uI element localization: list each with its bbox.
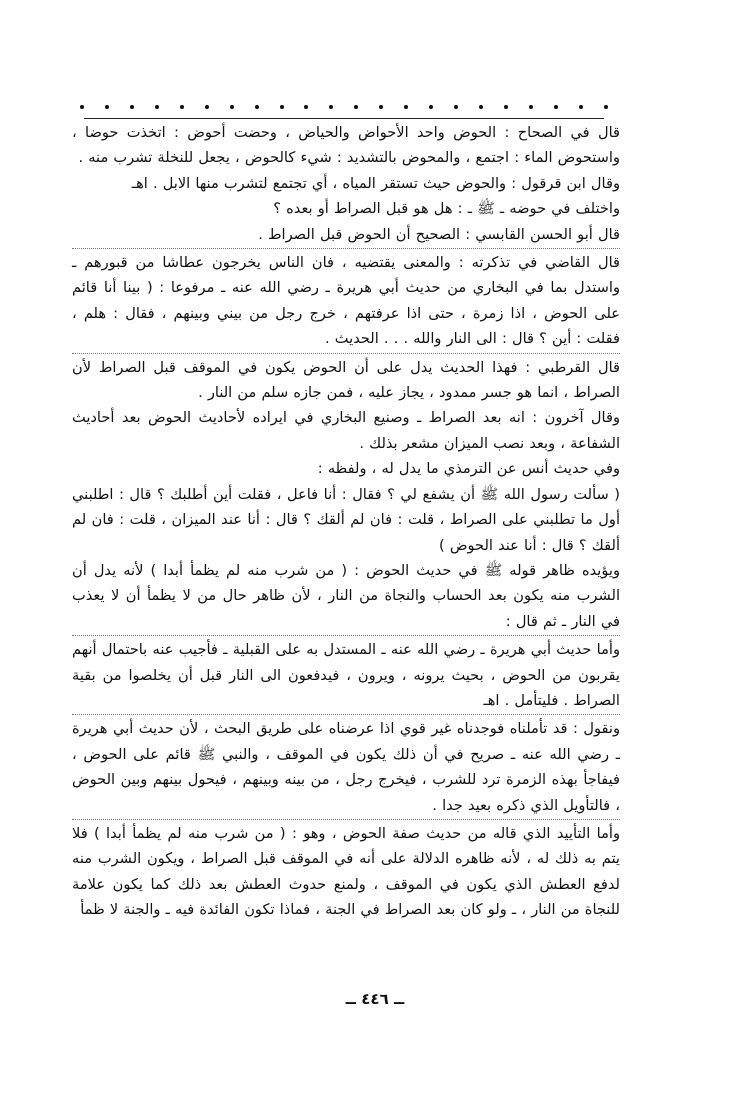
paragraph: وأما حديث أبي هريرة ـ رضي الله عنه ـ المستدل به على القبلية ـ فأجيب عنه باحتمال أنهم يقربون من الحوض ، بحيث يرونه ، ويرون ، فيدفعون الى النار قبل أن يخلصوا من بقية الصراط . فليتأمل . اهـ: [72, 637, 620, 715]
paragraph: وقال آخرون : انه بعد الصراط ـ وصنيع البخاري في ايراده لأحاديث الحوض بعد أحاديث الشفاعة ، وبعد نصب الميزان مشعر بذلك .: [72, 409, 620, 452]
paragraph: قال القاضي في تذكرته : والمعنى يقتضيه ، فان الناس يخرجون عطاشا من قبورهم ـ واستدل بما في البخاري من حديث أبي هريرة ـ رضي الله عنه ـ مرفوعا : ( بينا أنا قائم على الحوض ، اذا زمرة ، حتى اذا عرفتهم ، خرج رجل من بيني وبينهم ، فقال : هلم ، فقلت : أين ؟ قال : الى النار والله . . . الحديث .: [72, 250, 620, 354]
paragraph: وفي حديث أنس عن الترمذي ما يدل له ، ولفظه :: [317, 460, 620, 478]
body-text: [72, 120, 620, 1000]
paragraph: ونقول : قد تأملناه فوجدناه غير قوي اذا عرضناه على طريق البحث ، لأن حديث أبي هريرة ـ رضي الله عنه ـ صريح في أن ذلك يكون في الموقف ، والنبي ﷺ قائم على الحوض ، فيفاجأ بهذه الزمرة ترد للشرب ، فيخرج رجل ، من بينه وبينهم ، فيحول بينهم وبين الحوض ، فالتأويل الذي ذكره بعيد جدا .: [72, 716, 620, 820]
paragraph: قال أبو الحسن القابسي : الصحيح أن الحوض قبل الصراط .: [72, 222, 620, 249]
page-number: ــ ٤٤٦ ــ: [345, 990, 405, 1008]
paragraph: قال القرطبي : فهذا الحديث يدل على أن الحوض يكون في الموقف قبل الصراط لأن الصراط ، انما هو جسر ممدود ، يجاز عليه ، فمن جازه سلم من النار .: [72, 358, 620, 402]
header-rule: [84, 118, 604, 119]
paragraph: واختلف في حوضه ـ ﷺ ـ : هل هو قبل الصراط أو بعده ؟: [273, 200, 620, 218]
hadith-quote: ( سألت رسول الله ﷺ أن يشفع لي ؟ فقال : أنا فاعل ، فقلت أين أطلبك ؟ قال : اطلبني أول ما تطلبني على الصراط ، قلت : فان لم ألقك ؟ قال : أنا عند الميزان ، قلت : فان لم ألقك ؟ قال : أنا عند الحوض ): [72, 485, 620, 554]
paragraph: وأما التأييد الذي قاله من حديث صفة الحوض ، وهو : ( من شرب منه لم يظمأ أبدا ) فلا يتم به ذلك له ، لأنه ظاهره الدلالة على أنه في الموقف قبل الصراط ، ويكون الشرب منه لدفع العطش الذي يكون في الموقف ، ولمنع حدوث العطش بعد ذلك كما يكون علامة للنجاة من النار ، ـ ولو كان بعد الصراط في الجنة ، فماذا تكون الفائدة فيه ـ والجنة لا ظمأ: [72, 824, 620, 919]
dotted-header-ornament: [80, 100, 608, 114]
paragraph: قال في الصحاح : الحوض واحد الأحواض والحياض ، وحضت أحوض : اتخذت حوضا ، واستحوض الماء : اجتمع ، والمحوض بالتشديد : شيء كالحوض ، يجعل للنخلة تشرب منه .: [72, 124, 620, 167]
paragraph: وقال ابن قرقول : والحوض حيث تستقر المياه ، أي تجتمع لتشرب منها الابل . اهـ: [131, 174, 620, 192]
paragraph: ويؤيده ظاهر قوله ﷺ في حديث الحوض : ( من شرب منه لم يظمأ أبدا ) لأنه يدل أن الشرب منه يكون بعد الحساب والنجاة من النار ، لأن ظاهر حال من لا يظمأ أن لا يعذب في النار ـ ثم قال :: [72, 558, 620, 636]
